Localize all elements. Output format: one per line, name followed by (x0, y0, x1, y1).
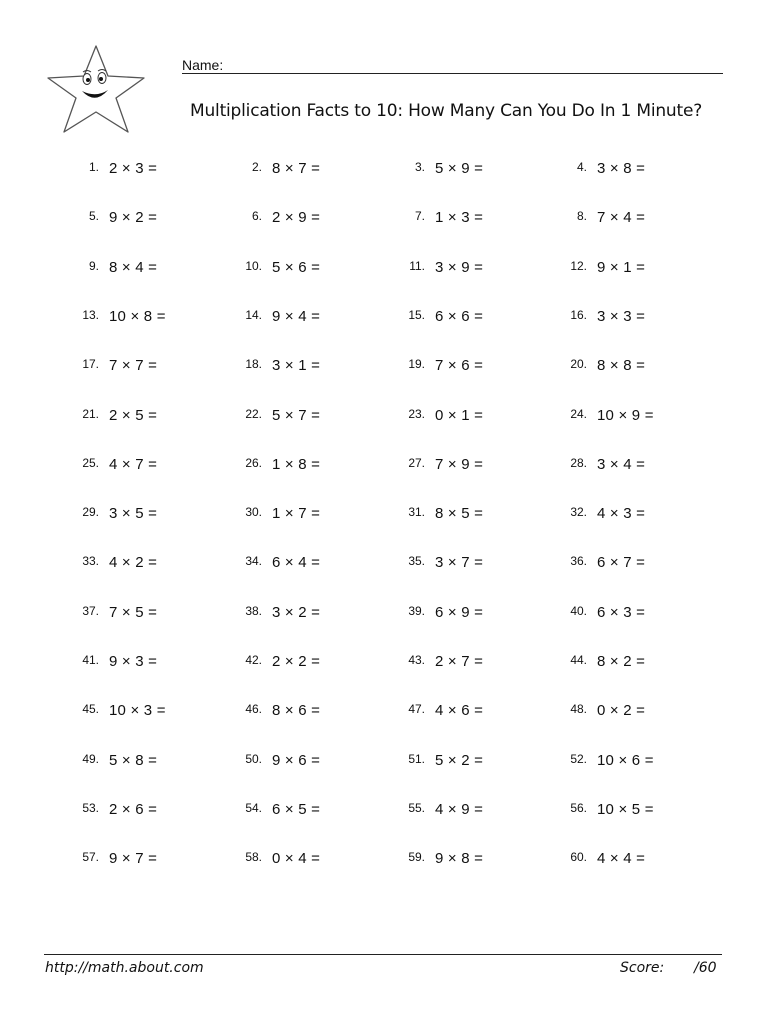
problem-number: 4. (576, 160, 587, 174)
problem-number: 51. (408, 752, 425, 766)
problem-number: 20. (570, 357, 587, 371)
problem-number: 48. (570, 702, 587, 716)
problem-number: 47. (408, 702, 425, 716)
problem-expression: 7 × 9 = (435, 456, 484, 473)
problem-number: 32. (570, 505, 587, 519)
problem-expression: 10 × 8 = (109, 308, 166, 325)
problem-expression: 8 × 6 = (272, 702, 321, 719)
problem-expression: 10 × 3 = (109, 702, 166, 719)
problem-expression: 5 × 9 = (435, 160, 484, 177)
problem-number: 36. (570, 554, 587, 568)
problem-number: 10. (245, 259, 262, 273)
problem-number: 23. (408, 407, 425, 421)
problem-number: 42. (245, 653, 262, 667)
problem-expression: 8 × 5 = (435, 505, 484, 522)
problem-number: 2. (251, 160, 262, 174)
problem-expression: 2 × 6 = (109, 801, 158, 818)
problem-expression: 7 × 6 = (435, 357, 484, 374)
problem-number: 50. (245, 752, 262, 766)
problem-expression: 5 × 2 = (435, 752, 484, 769)
problem-number: 13. (82, 308, 99, 322)
problem-expression: 4 × 2 = (109, 554, 158, 571)
problem-number: 57. (82, 850, 99, 864)
problem-expression: 6 × 3 = (597, 604, 646, 621)
problem-expression: 9 × 2 = (109, 209, 158, 226)
problem-expression: 6 × 7 = (597, 554, 646, 571)
problem-expression: 3 × 9 = (435, 259, 484, 276)
score-label: Score: (620, 960, 665, 976)
problem-expression: 2 × 9 = (272, 209, 321, 226)
problem-number: 53. (82, 801, 99, 815)
problem-number: 17. (82, 357, 99, 371)
worksheet-title: Multiplication Facts to 10: How Many Can You Do In 1 Minute? (190, 101, 703, 121)
problem-number: 30. (245, 505, 262, 519)
problem-expression: 2 × 3 = (109, 160, 158, 177)
footer-divider (44, 954, 722, 955)
problem-expression: 2 × 5 = (109, 407, 158, 424)
problem-number: 6. (251, 209, 262, 223)
problem-number: 56. (570, 801, 587, 815)
problem-expression: 7 × 7 = (109, 357, 158, 374)
problem-expression: 3 × 3 = (597, 308, 646, 325)
problem-expression: 4 × 7 = (109, 456, 158, 473)
problem-expression: 9 × 3 = (109, 653, 158, 670)
problem-number: 39. (408, 604, 425, 618)
problem-number: 19. (408, 357, 425, 371)
problem-expression: 0 × 4 = (272, 850, 321, 867)
problem-number: 59. (408, 850, 425, 864)
problem-expression: 1 × 3 = (435, 209, 484, 226)
problem-number: 49. (82, 752, 99, 766)
problem-expression: 0 × 1 = (435, 407, 484, 424)
problem-number: 25. (82, 456, 99, 470)
problem-expression: 1 × 8 = (272, 456, 321, 473)
problem-expression: 8 × 4 = (109, 259, 158, 276)
problem-expression: 3 × 2 = (272, 604, 321, 621)
problem-expression: 10 × 9 = (597, 407, 654, 424)
problem-number: 52. (570, 752, 587, 766)
problem-expression: 10 × 5 = (597, 801, 654, 818)
problem-number: 54. (245, 801, 262, 815)
problem-number: 27. (408, 456, 425, 470)
problem-number: 3. (414, 160, 425, 174)
problem-expression: 4 × 3 = (597, 505, 646, 522)
problem-expression: 2 × 7 = (435, 653, 484, 670)
problem-number: 38. (245, 604, 262, 618)
problem-expression: 8 × 8 = (597, 357, 646, 374)
problem-number: 26. (245, 456, 262, 470)
problem-number: 45. (82, 702, 99, 716)
problem-number: 5. (88, 209, 99, 223)
problem-expression: 2 × 2 = (272, 653, 321, 670)
problem-expression: 9 × 8 = (435, 850, 484, 867)
problem-expression: 4 × 6 = (435, 702, 484, 719)
problem-expression: 3 × 7 = (435, 554, 484, 571)
problem-expression: 9 × 1 = (597, 259, 646, 276)
problem-number: 37. (82, 604, 99, 618)
problem-expression: 4 × 9 = (435, 801, 484, 818)
problem-expression: 6 × 6 = (435, 308, 484, 325)
problem-number: 11. (409, 259, 425, 273)
problem-expression: 6 × 4 = (272, 554, 321, 571)
problem-number: 24. (570, 407, 587, 421)
problem-expression: 8 × 7 = (272, 160, 321, 177)
problem-number: 18. (245, 357, 262, 371)
problem-number: 58. (245, 850, 262, 864)
problem-expression: 7 × 4 = (597, 209, 646, 226)
problem-expression: 9 × 4 = (272, 308, 321, 325)
problem-number: 28. (570, 456, 587, 470)
problem-number: 60. (570, 850, 587, 864)
problem-number: 16. (570, 308, 587, 322)
problem-expression: 5 × 6 = (272, 259, 321, 276)
problem-expression: 9 × 7 = (109, 850, 158, 867)
problem-expression: 3 × 4 = (597, 456, 646, 473)
problem-number: 9. (88, 259, 99, 273)
problem-expression: 10 × 6 = (597, 752, 654, 769)
problem-expression: 3 × 5 = (109, 505, 158, 522)
problem-number: 40. (570, 604, 587, 618)
problem-expression: 7 × 5 = (109, 604, 158, 621)
problem-number: 8. (576, 209, 587, 223)
problem-expression: 3 × 1 = (272, 357, 321, 374)
problem-number: 35. (408, 554, 425, 568)
problem-expression: 8 × 2 = (597, 653, 646, 670)
problem-expression: 1 × 7 = (272, 505, 321, 522)
problem-number: 7. (414, 209, 425, 223)
problem-number: 33. (82, 554, 99, 568)
problem-number: 22. (245, 407, 262, 421)
problem-expression: 5 × 7 = (272, 407, 321, 424)
problem-expression: 9 × 6 = (272, 752, 321, 769)
name-label: Name: (182, 57, 224, 73)
problem-number: 12. (570, 259, 587, 273)
problem-expression: 6 × 9 = (435, 604, 484, 621)
problem-number: 44. (570, 653, 587, 667)
problem-expression: 0 × 2 = (597, 702, 646, 719)
problem-number: 15. (408, 308, 425, 322)
score-total: /60 (694, 960, 717, 976)
problem-number: 34. (245, 554, 262, 568)
problem-number: 21. (82, 407, 99, 421)
problem-number: 41. (82, 653, 99, 667)
problem-number: 55. (408, 801, 425, 815)
problem-expression: 6 × 5 = (272, 801, 321, 818)
problem-number: 46. (245, 702, 262, 716)
problem-expression: 4 × 4 = (597, 850, 646, 867)
footer-url[interactable]: http://math.about.com (45, 960, 204, 976)
problem-number: 14. (245, 308, 262, 322)
problem-expression: 5 × 8 = (109, 752, 158, 769)
problem-number: 1. (88, 160, 99, 174)
problem-number: 29. (82, 505, 99, 519)
problem-number: 31. (408, 505, 425, 519)
problem-expression: 3 × 8 = (597, 160, 646, 177)
problem-number: 43. (408, 653, 425, 667)
